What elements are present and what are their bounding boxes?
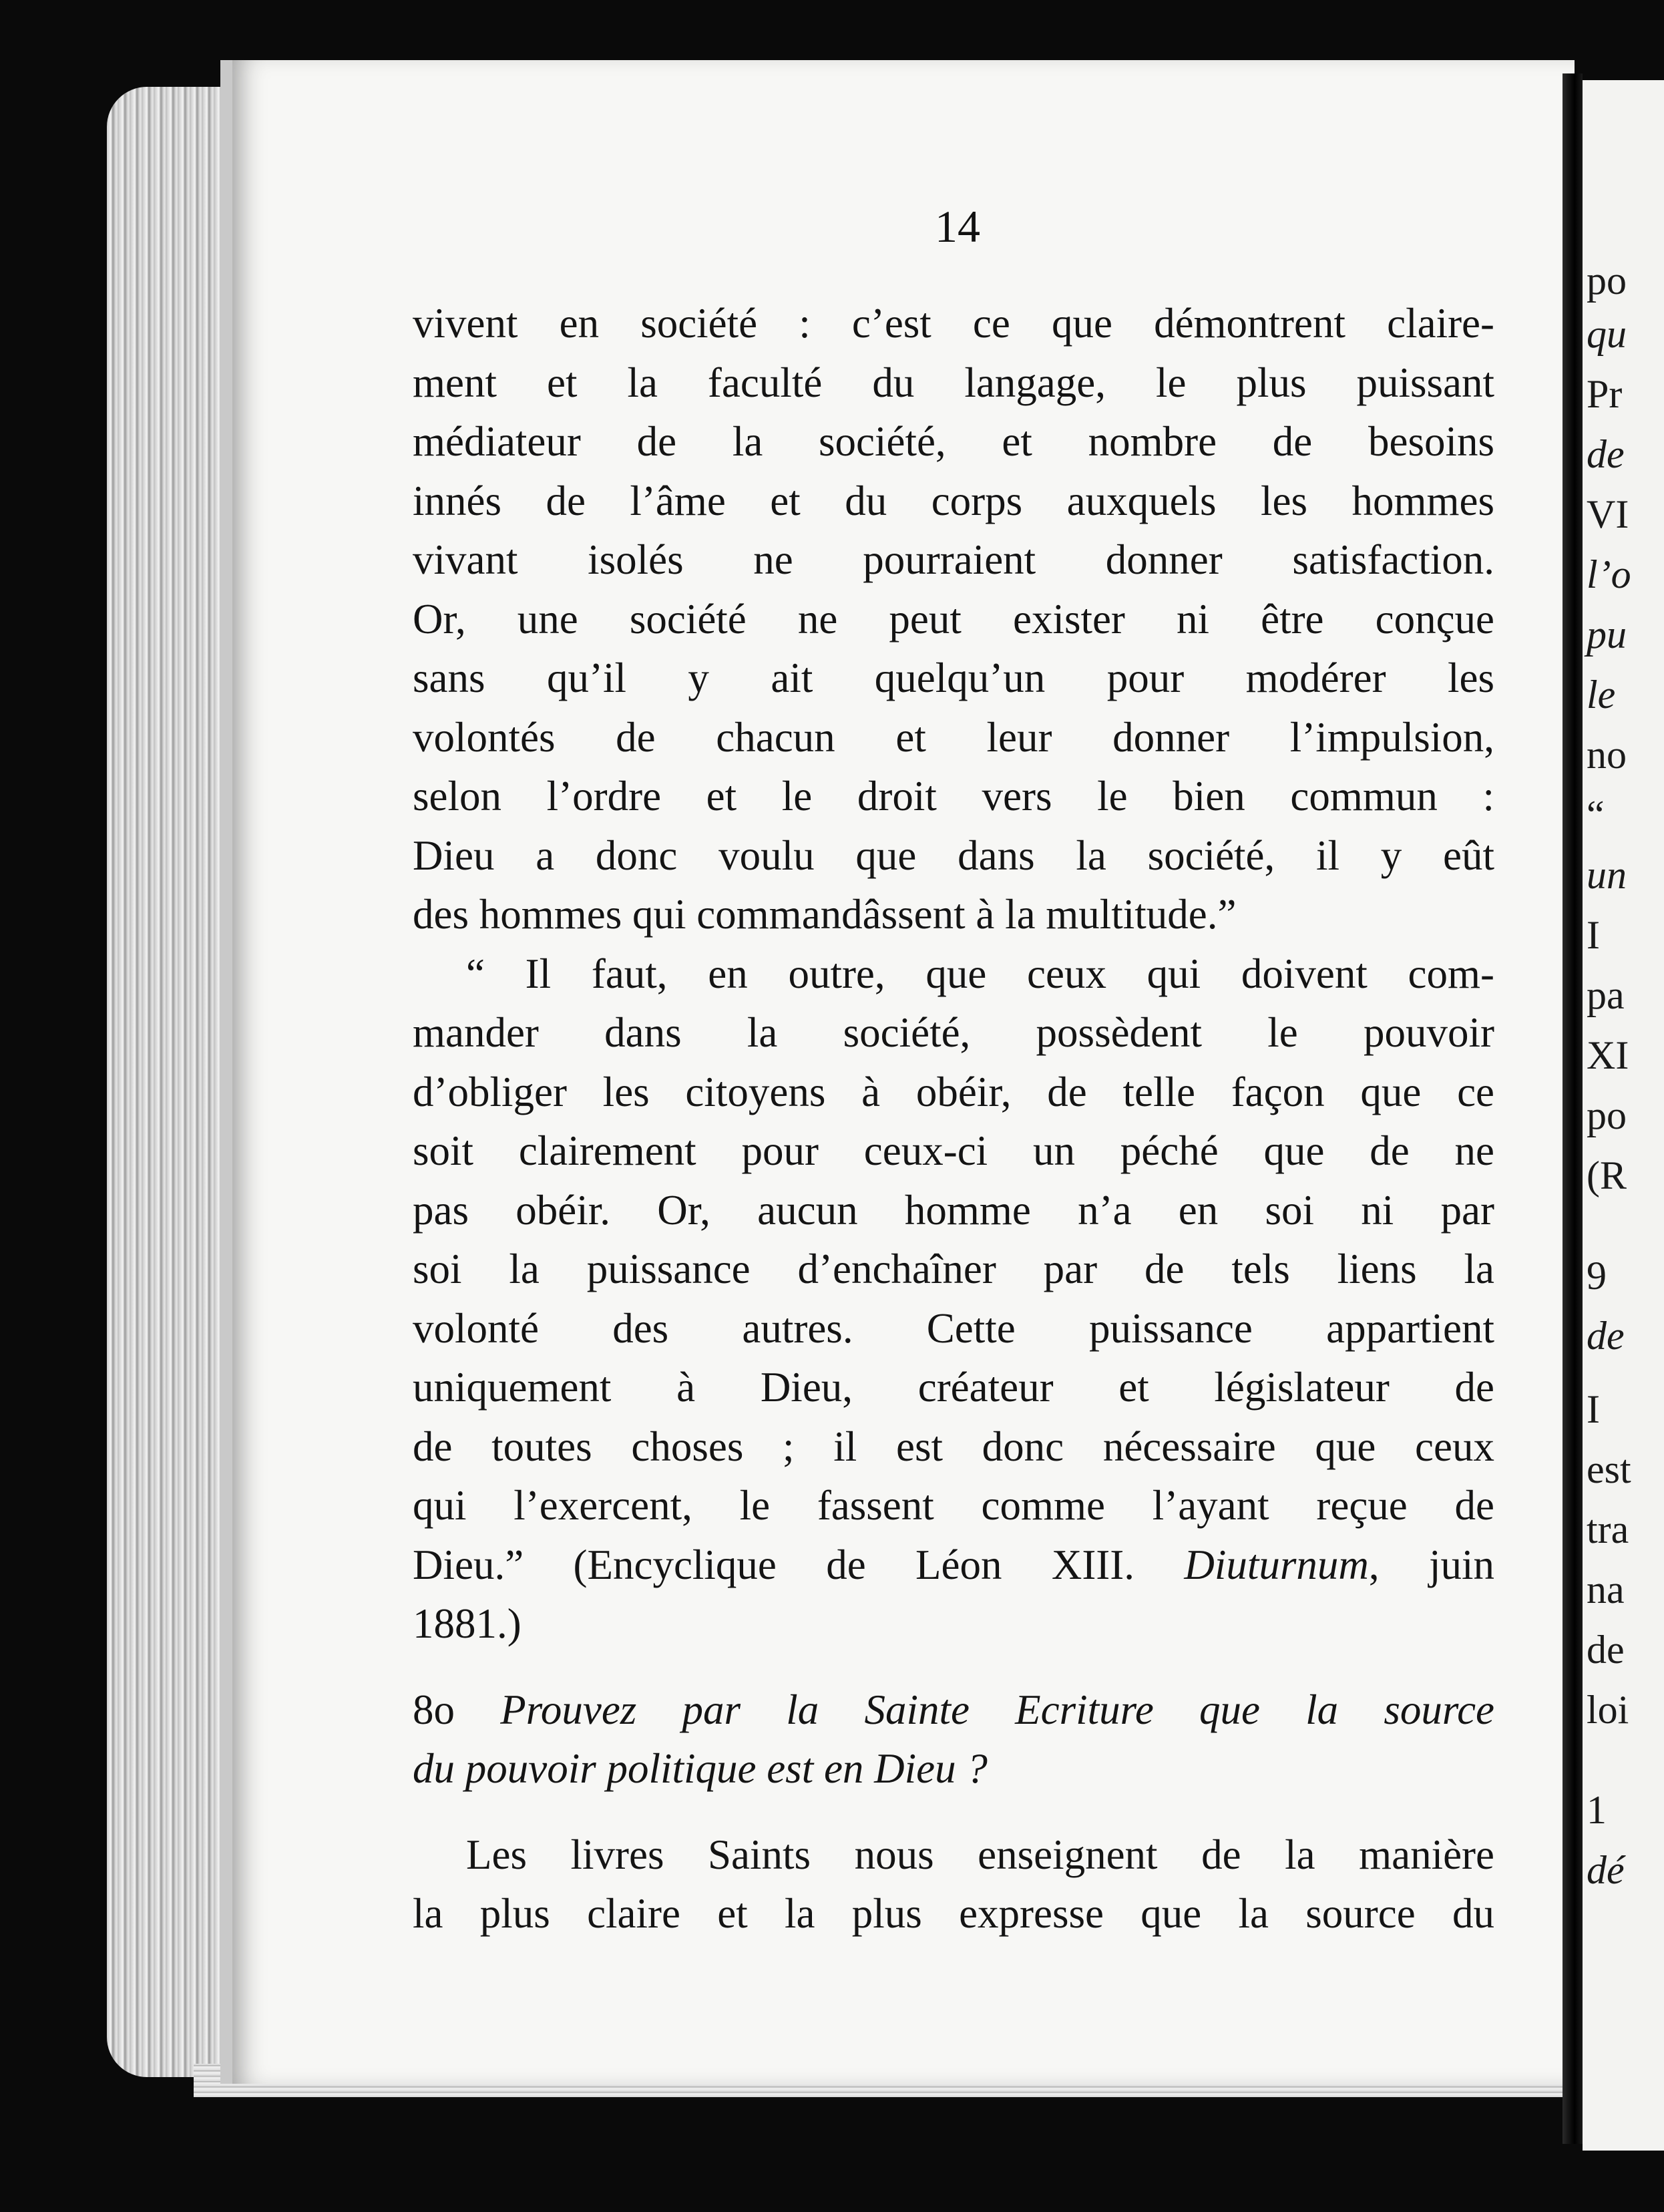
right-page-text-fragment: l’o [1587, 552, 1631, 596]
right-page-text-fragment: I [1587, 1387, 1600, 1431]
question-line: du pouvoir politique est en Dieu ? [413, 1745, 988, 1792]
citation-year: 1881.) [413, 1600, 522, 1647]
text-line: innés de l’âme et du corps auxquels les hommes [413, 477, 1494, 524]
page-number: 14 [935, 201, 980, 252]
right-page-text-fragment: Pr [1587, 372, 1623, 416]
right-page-text-fragment: 1 [1587, 1788, 1607, 1832]
right-page-text-fragment: po [1587, 258, 1627, 303]
right-page-text-fragment: loi [1587, 1688, 1629, 1732]
right-page-text-fragment: “ [1587, 793, 1605, 837]
text-line: pas obéir. Or, aucun homme n’a en soi ni par [413, 1186, 1494, 1234]
page-body [413, 294, 1494, 1944]
text-line: vivant isolés ne pourraient donner satisfaction. [413, 536, 1494, 583]
citation-start: Dieu.” (Encyclique de Léon XIII. [413, 1541, 1185, 1588]
right-page-text-fragment: dé [1587, 1848, 1625, 1892]
text-line: volontés de chacun et leur donner l’impulsion, [413, 713, 1494, 761]
citation-end: , juin [1368, 1541, 1494, 1588]
right-page-text-fragment: na [1587, 1568, 1625, 1612]
text-line: ment et la faculté du langage, le plus puissant [413, 359, 1494, 406]
right-page-text-fragment: 9 [1587, 1254, 1607, 1298]
right-page-text-fragment: de [1587, 432, 1625, 476]
text-line: volonté des autres. Cette puissance appartient [413, 1304, 1494, 1352]
text-line: “ Il faut, en outre, que ceux qui doivent com- [466, 950, 1494, 997]
answer-line: la plus claire et la plus expresse que la source du [413, 1890, 1494, 1937]
book-gutter [1563, 73, 1583, 2144]
right-page-text-fragment: un [1587, 853, 1627, 897]
right-page-text-fragment: (R [1587, 1153, 1627, 1197]
text-line: sans qu’il y ait quelqu’un pour modérer les [413, 655, 1494, 701]
right-page-text-fragment: XI [1587, 1033, 1629, 1077]
right-page-text-fragment: po [1587, 1093, 1627, 1137]
text-line: Or, une société ne peut exister ni être conçue [413, 595, 1494, 642]
text-line: de toutes choses ; il est donc nécessaire que ceux [413, 1423, 1494, 1470]
question-text: Prouvez par la Sainte Ecriture que la source [500, 1686, 1495, 1733]
text-line: des hommes qui commandâssent à la multitude.” [413, 891, 1237, 938]
text-line: selon l’ordre et le droit vers le bien commun : [413, 773, 1494, 819]
text-line: vivent en société : c’est ce que démontrent claire- [413, 300, 1494, 347]
citation-line [413, 1535, 1494, 1595]
answer-line: Les livres Saints nous enseignent de la manière [466, 1831, 1494, 1878]
right-page-fragment [1583, 80, 1664, 2151]
citation-title: Diuturnum [1184, 1541, 1369, 1588]
text-line: d’obliger les citoyens à obéir, de telle façon que ce [413, 1068, 1494, 1115]
right-page-text-fragment: est [1587, 1447, 1631, 1491]
right-page-text-fragment: no [1587, 733, 1627, 777]
text-line: mander dans la société, possèdent le pouvoir [413, 1009, 1494, 1056]
right-page-text-fragment: pa [1587, 973, 1625, 1017]
text-line: médiateur de la société, et nombre de besoins [413, 418, 1494, 465]
text-line: qui l’exercent, le fassent comme l’ayant reçue de [413, 1482, 1494, 1529]
right-page-text-fragment: le [1587, 673, 1616, 717]
right-page-text-fragment: qu [1587, 312, 1627, 356]
right-page-text-fragment: tra [1587, 1507, 1629, 1551]
text-line: soi la puissance d’enchaîner par de tels liens la [413, 1246, 1494, 1292]
right-page-text-fragment: de [1587, 1314, 1625, 1358]
text-line: soit clairement pour ceux-ci un péché que de ne [413, 1127, 1494, 1174]
right-page-text-fragment: de [1587, 1628, 1625, 1672]
text-line: Dieu a donc voulu que dans la société, il y eût [413, 832, 1494, 879]
right-page-text-fragment: I [1587, 913, 1600, 957]
right-page-text-fragment: pu [1587, 612, 1627, 657]
text-line: uniquement à Dieu, créateur et législateur de [413, 1364, 1494, 1411]
question-line [413, 1680, 1494, 1740]
right-page-text-fragment: VI [1587, 492, 1629, 536]
question-number: 8o [413, 1686, 501, 1733]
